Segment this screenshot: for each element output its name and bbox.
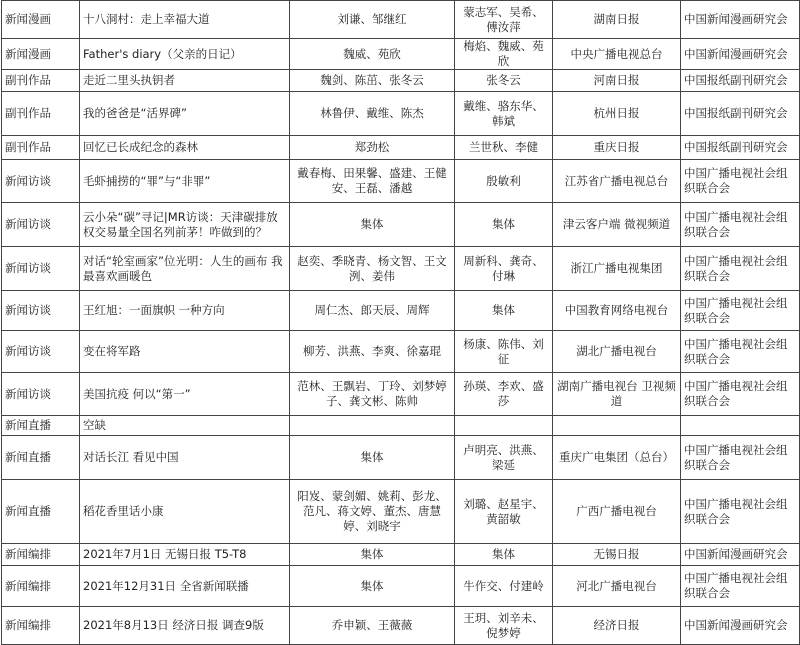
title-cell: 对话长江 看见中国: [80, 436, 290, 480]
publisher-cell: 津云客户端 微视频道: [553, 203, 681, 247]
editors-cell: 孙瑛、李欢、盛莎: [455, 373, 553, 416]
editors-cell: 集体: [455, 291, 553, 331]
authors-cell: 范林、王飘岩、丁玲、刘梦婷子、龚文彬、陈帅: [290, 373, 455, 416]
recommender-cell: 中国广播电视社会组织联合会: [681, 436, 800, 480]
publisher-cell: 河北广播电视台: [553, 566, 681, 607]
editors-cell: 王玥、刘辛未、倪梦婷: [455, 607, 553, 645]
title-cell: 回忆已长成纪念的森林: [80, 136, 290, 160]
category-cell: 新闻访谈: [2, 373, 80, 416]
recommender-cell: 中国报纸副刊研究会: [681, 70, 800, 92]
table-row: [2, 480, 800, 544]
table-row: [2, 544, 800, 566]
table-row: [2, 566, 800, 607]
authors-cell: [290, 416, 455, 436]
publisher-cell: 湖南广播电视台 卫视频道: [553, 373, 681, 416]
editors-cell: [455, 416, 553, 436]
title-cell: Father's diary（父亲的日记）: [80, 39, 290, 70]
title-cell: 2021年12月31日 全省新闻联播: [80, 566, 290, 607]
publisher-cell: [553, 416, 681, 436]
publisher-cell: 河南日报: [553, 70, 681, 92]
table-row: [2, 70, 800, 92]
title-cell: 2021年8月13日 经济日报 调查9版: [80, 607, 290, 645]
authors-cell: 柳芳、洪燕、李爽、徐嘉琨: [290, 331, 455, 373]
title-cell: 走近二里头执钥者: [80, 70, 290, 92]
authors-cell: 集体: [290, 544, 455, 566]
publisher-cell: 湖北广播电视台: [553, 331, 681, 373]
publisher-cell: 浙江广播电视集团: [553, 247, 681, 291]
authors-cell: 集体: [290, 203, 455, 247]
title-cell: 空缺: [80, 416, 290, 436]
table-row: [2, 160, 800, 203]
title-cell: 毛虾捕捞的“罪”与“非罪”: [80, 160, 290, 203]
title-cell: 2021年7月1日 无锡日报 T5-T8: [80, 544, 290, 566]
table-row: [2, 331, 800, 373]
recommender-cell: [681, 416, 800, 436]
category-cell: 新闻直播: [2, 436, 80, 480]
title-cell: 王红旭：一面旗帜 一种方向: [80, 291, 290, 331]
category-cell: 新闻访谈: [2, 291, 80, 331]
table-row: [2, 291, 800, 331]
category-cell: 新闻直播: [2, 480, 80, 544]
recommender-cell: 中国广播电视社会组织联合会: [681, 373, 800, 416]
title-cell: 美国抗疫 何以“第一”: [80, 373, 290, 416]
authors-cell: 刘谦、邹继红: [290, 1, 455, 39]
recommender-cell: 中国广播电视社会组织联合会: [681, 566, 800, 607]
editors-cell: 兰世秋、李健: [455, 136, 553, 160]
editors-cell: 梅焰、魏威、苑欣: [455, 39, 553, 70]
editors-cell: 周新科、龚奇、付琳: [455, 247, 553, 291]
editors-cell: 戴维、骆东华、韩斌: [455, 92, 553, 136]
table-row: [2, 436, 800, 480]
category-cell: 副刊作品: [2, 136, 80, 160]
authors-cell: 集体: [290, 566, 455, 607]
recommender-cell: 中国报纸副刊研究会: [681, 92, 800, 136]
category-cell: 副刊作品: [2, 92, 80, 136]
authors-cell: 阳岌、蒙剑媚、姚莉、彭龙、范凡、蒋文婷、董杰、唐慧婷、刘晓宇: [290, 480, 455, 544]
category-cell: 副刊作品: [2, 70, 80, 92]
publisher-cell: 经济日报: [553, 607, 681, 645]
title-cell: 变在将军路: [80, 331, 290, 373]
editors-cell: 牛作交、付建岭: [455, 566, 553, 607]
table-row: [2, 373, 800, 416]
publisher-cell: 中央广播电视总台: [553, 39, 681, 70]
category-cell: 新闻直播: [2, 416, 80, 436]
table-row: [2, 203, 800, 247]
editors-cell: 集体: [455, 544, 553, 566]
recommender-cell: 中国广播电视社会组织联合会: [681, 247, 800, 291]
table-row: [2, 1, 800, 39]
title-cell: 十八洞村：走上幸福大道: [80, 1, 290, 39]
editors-cell: 蒙志军、吴希、傅汝萍: [455, 1, 553, 39]
authors-cell: 乔申颖、王薇薇: [290, 607, 455, 645]
publisher-cell: 江苏省广播电视总台: [553, 160, 681, 203]
recommender-cell: 中国新闻漫画研究会: [681, 544, 800, 566]
publisher-cell: 重庆广电集团（总台）: [553, 436, 681, 480]
editors-cell: 殷敏利: [455, 160, 553, 203]
editors-cell: 张冬云: [455, 70, 553, 92]
recommender-cell: 中国广播电视社会组织联合会: [681, 480, 800, 544]
table-body: [2, 1, 800, 645]
publisher-cell: 重庆日报: [553, 136, 681, 160]
editors-cell: 集体: [455, 203, 553, 247]
recommender-cell: 中国新闻漫画研究会: [681, 39, 800, 70]
category-cell: 新闻漫画: [2, 1, 80, 39]
category-cell: 新闻访谈: [2, 203, 80, 247]
authors-cell: 戴春梅、田果馨、盛建、王健安、王磊、潘越: [290, 160, 455, 203]
table-row: [2, 416, 800, 436]
authors-cell: 林鲁伊、戴维、陈杰: [290, 92, 455, 136]
category-cell: 新闻访谈: [2, 331, 80, 373]
recommender-cell: 中国新闻漫画研究会: [681, 1, 800, 39]
authors-cell: 魏威、苑欣: [290, 39, 455, 70]
table-row: [2, 92, 800, 136]
category-cell: 新闻编排: [2, 544, 80, 566]
editors-cell: 卢明亮、洪燕、梁延: [455, 436, 553, 480]
recommender-cell: 中国广播电视社会组织联合会: [681, 291, 800, 331]
recommender-cell: 中国广播电视社会组织联合会: [681, 203, 800, 247]
authors-cell: 周仁杰、郎天辰、周辉: [290, 291, 455, 331]
table-row: [2, 136, 800, 160]
recommender-cell: 中国广播电视社会组织联合会: [681, 160, 800, 203]
recommender-cell: 中国广播电视社会组织联合会: [681, 331, 800, 373]
authors-cell: 郑劲松: [290, 136, 455, 160]
category-cell: 新闻访谈: [2, 247, 80, 291]
table-row: [2, 247, 800, 291]
table-row: [2, 607, 800, 645]
publisher-cell: 杭州日报: [553, 92, 681, 136]
category-cell: 新闻漫画: [2, 39, 80, 70]
category-cell: 新闻编排: [2, 566, 80, 607]
editors-cell: 刘璐、赵星宇、黄韶敏: [455, 480, 553, 544]
recommender-cell: 中国新闻漫画研究会: [681, 607, 800, 645]
authors-cell: 赵奕、季晓青、杨文智、王文洌、姜伟: [290, 247, 455, 291]
title-cell: 我的爸爸是“活界碑”: [80, 92, 290, 136]
title-cell: 云小朵“碳”寻记|MR访谈：天津碳排放权交易量全国名列前茅！咋做到的？: [80, 203, 290, 247]
recommender-cell: 中国报纸副刊研究会: [681, 136, 800, 160]
table-row: [2, 39, 800, 70]
editors-cell: 杨康、陈伟、刘征: [455, 331, 553, 373]
title-cell: 稻花香里话小康: [80, 480, 290, 544]
category-cell: 新闻访谈: [2, 160, 80, 203]
publisher-cell: 无锡日报: [553, 544, 681, 566]
category-cell: 新闻编排: [2, 607, 80, 645]
authors-cell: 魏剑、陈茁、张冬云: [290, 70, 455, 92]
publisher-cell: 湖南日报: [553, 1, 681, 39]
title-cell: 对话“轮室画家”位光明：人生的画布 我最喜欢画暖色: [80, 247, 290, 291]
publisher-cell: 中国教育网络电视台: [553, 291, 681, 331]
authors-cell: 集体: [290, 436, 455, 480]
award-table: [1, 0, 800, 645]
publisher-cell: 广西广播电视台: [553, 480, 681, 544]
